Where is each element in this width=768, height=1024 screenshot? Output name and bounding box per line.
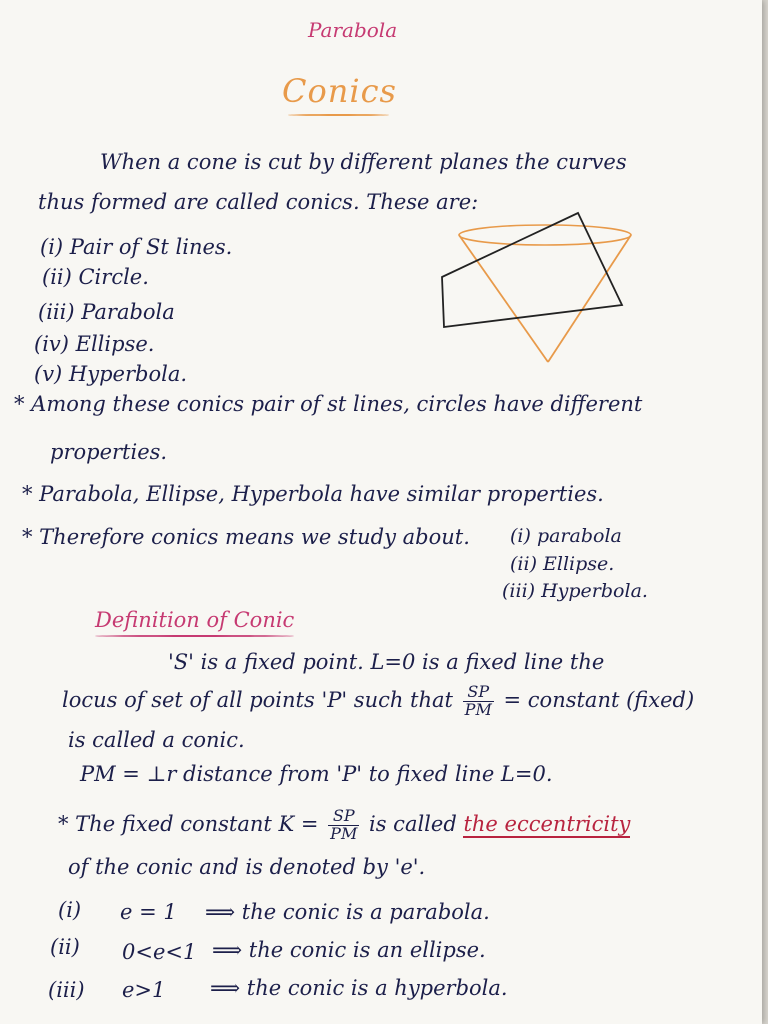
case-cond-2: 0<e<1 [122,940,197,964]
fraction-numerator: SP [463,684,494,702]
study-item-hyperbola: (iii) Hyperbola. [502,580,648,602]
definition-line-5 [58,808,630,843]
topic-heading: Parabola [308,18,398,42]
definition-line-4: PM = ⊥r distance from 'P' to fixed line L=0. [80,762,553,786]
sp-over-pm-fraction [463,684,494,719]
list-item-pair-of-lines: (i) Pair of St lines. [40,235,233,259]
definition-line-1: 'S' is a fixed point. L=0 is a fixed line the [168,650,605,674]
intro-line-2: thus formed are called conics. These are: [38,190,479,214]
is-called-text: is called [369,811,457,836]
k-fraction [328,808,359,843]
definition-heading: Definition of Conic [95,608,295,632]
case-cond-1: e = 1 [120,900,177,924]
list-item-hyperbola: (v) Hyperbola. [34,362,188,386]
case-result-3: ⟹ the conic is a hyperbola. [210,976,508,1000]
study-item-parabola: (i) parabola [510,525,622,547]
definition-line-2 [62,684,694,719]
case-result-1: ⟹ the conic is a parabola. [205,900,490,924]
case-cond-3: e>1 [122,978,166,1002]
eccentricity-term: the eccentricity [463,811,631,836]
k-fraction-numerator: SP [328,808,359,826]
page-title: Conics [282,72,397,110]
list-item-circle: (ii) Circle. [42,265,149,289]
note-3: * Therefore conics means we study about. [22,525,470,549]
constant-k-text: * The fixed constant K = [58,811,319,836]
list-item-parabola: (iii) Parabola [38,300,175,324]
cone-plane-diagram [430,205,640,365]
definition-line-3: is called a conic. [68,728,245,752]
note-2: * Parabola, Ellipse, Hyperbola have similar properties. [22,482,604,506]
definition-line-6: of the conic and is denoted by 'e'. [68,855,426,879]
case-num-1: (i) [58,898,82,922]
fraction-denominator: PM [464,699,492,719]
definition-line-2-text: locus of set of all points 'P' such that [62,687,453,712]
study-item-ellipse: (ii) Ellipse. [510,553,615,575]
case-num-2: (ii) [50,935,80,959]
note-1-line-2: properties. [50,440,168,464]
note-1-line-1: * Among these conics pair of st lines, circles have different [14,392,643,416]
cone-left-edge [459,235,548,362]
list-item-ellipse: (iv) Ellipse. [34,332,155,356]
k-fraction-denominator: PM [330,823,358,843]
definition-line-2-end: = constant (fixed) [503,687,695,712]
case-result-2: ⟹ the conic is an ellipse. [212,938,486,962]
case-num-3: (iii) [48,978,85,1002]
intro-line-1: When a cone is cut by different planes the curves [100,150,627,174]
